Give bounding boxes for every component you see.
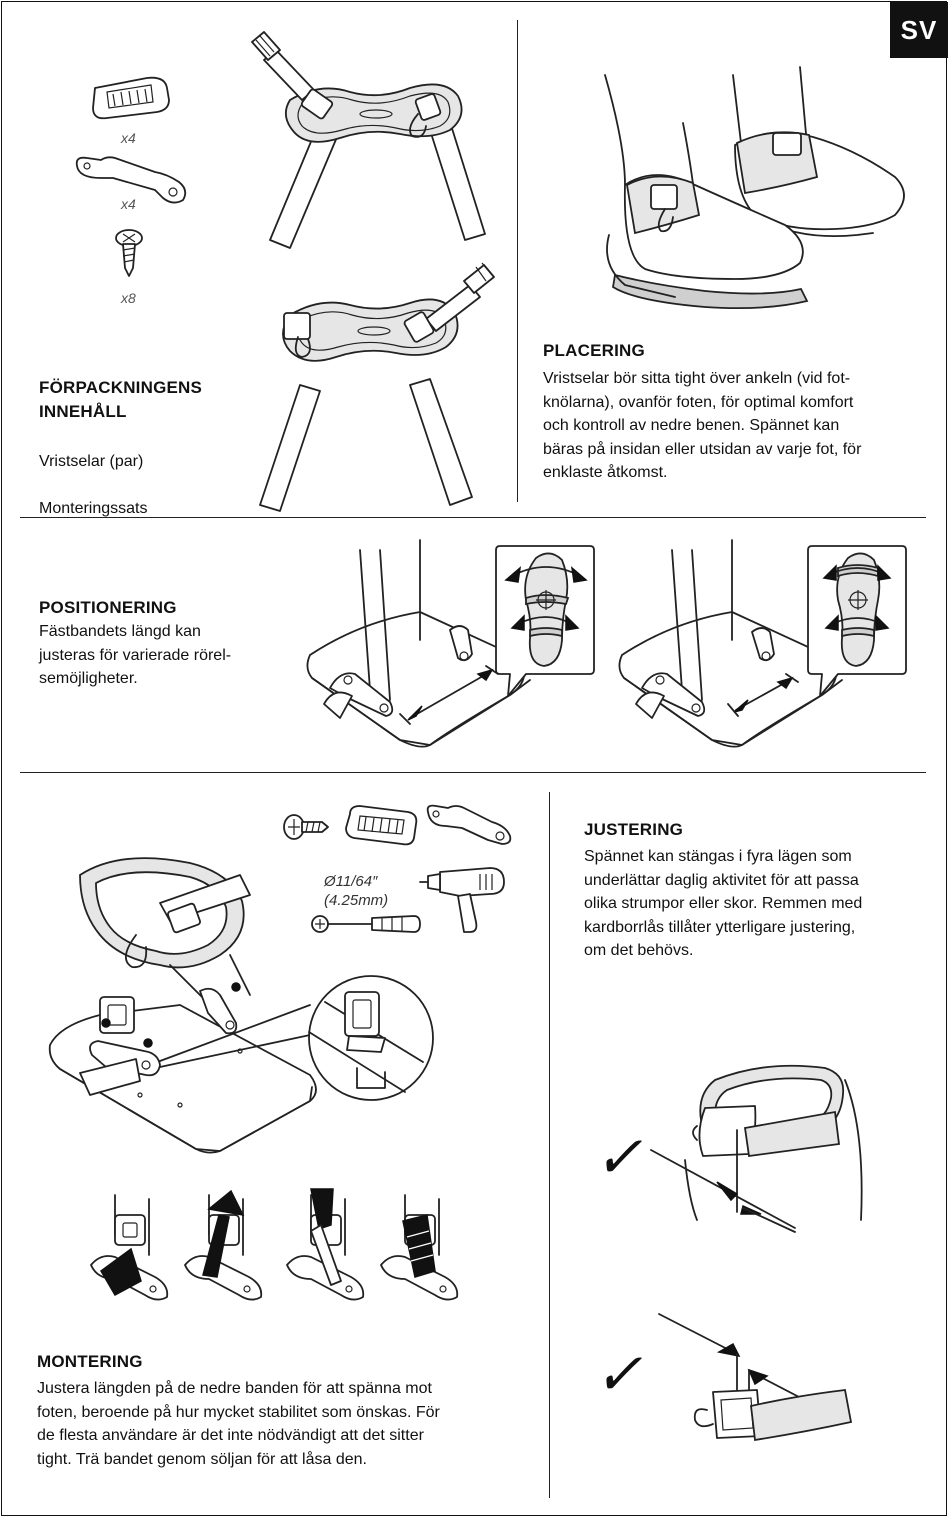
- screw-icon: [284, 815, 328, 839]
- placement-heading: PLACERING: [543, 341, 645, 360]
- divider-1: [20, 517, 926, 518]
- quantity-brackets: x4: [121, 196, 136, 212]
- kit-parts-illustration: [85, 70, 195, 360]
- buckle-closed-illustration: [645, 1050, 875, 1240]
- divider-bottom-vertical: [549, 792, 550, 1498]
- language-tab: SV: [890, 2, 948, 58]
- mounting-heading: MONTERING: [37, 1352, 143, 1371]
- step-1: [91, 1195, 167, 1300]
- divider-2: [20, 772, 926, 773]
- checkmark-icon: ✓: [594, 1340, 643, 1408]
- footplate-short-strap-illustration: [612, 540, 912, 755]
- buckle-icon: [93, 78, 169, 119]
- ankle-strap-bottom: [260, 263, 494, 511]
- ankle-strap-pair-illustration: [240, 30, 500, 510]
- placement-text: Vristselar bör sitta tight över ankeln (vid fot- knölarna), ovanför foten, för optimal komfort och kontroll av nedre benen. Spännet kan bäras på insidan eller utsidan av varje fot, för enklaste åtkomst.: [543, 370, 862, 481]
- ankle-strap-top: [252, 32, 485, 248]
- strap-bracket-icon: [428, 806, 511, 844]
- contents-item: Vristselar (par): [39, 452, 144, 470]
- contents-heading-line1: FÖRPACKNINGENS: [39, 378, 203, 397]
- bracket-detail-callout: [305, 972, 440, 1107]
- strap-threading-steps-illustration: [85, 1185, 465, 1315]
- drill-size-label: Ø11/64″ (4.25mm): [324, 873, 389, 909]
- positioning-heading: POSITIONERING: [39, 598, 177, 617]
- contents-item: Monteringssats: [39, 499, 148, 517]
- footplate-long-strap-illustration: [300, 540, 600, 755]
- contents-heading-line2: INNEHÅLL: [39, 402, 127, 421]
- divider-top-vertical: [517, 20, 518, 502]
- step-2: [185, 1191, 261, 1300]
- step-4: [381, 1195, 457, 1300]
- feet-placement-illustration: [595, 65, 915, 325]
- adjustment-heading: JUSTERING: [584, 820, 684, 839]
- contents-list: [39, 426, 148, 544]
- quantity-buckles: x4: [121, 130, 136, 146]
- mounting-text: Justera längden på de nedre banden för att spänna mot foten, beroende på hur mycket stabilitet som önskas. För de flesta användare är det inte nödvändigt att det sitter tight. Trä bandet genom söljan för att låsa den.: [37, 1380, 440, 1468]
- adjustment-text: Spännet kan stängas i fyra lägen som underlättar daglig aktivitet för att passa olika strumpor eller skor. Remmen med kardborrlås tillåter ytterligare justering, om det behövs.: [584, 848, 863, 959]
- step-3: [287, 1189, 363, 1300]
- screw-icon: [116, 230, 142, 276]
- contents-heading: [39, 376, 202, 424]
- positioning-text: Fästbandets längd kan justeras för varierade rörel- semöjligheter.: [39, 623, 232, 687]
- quantity-screws: x8: [121, 290, 136, 306]
- buckle-icon: [346, 806, 416, 844]
- buckle-open-illustration: [655, 1310, 865, 1460]
- checkmark-icon: ✓: [594, 1123, 643, 1191]
